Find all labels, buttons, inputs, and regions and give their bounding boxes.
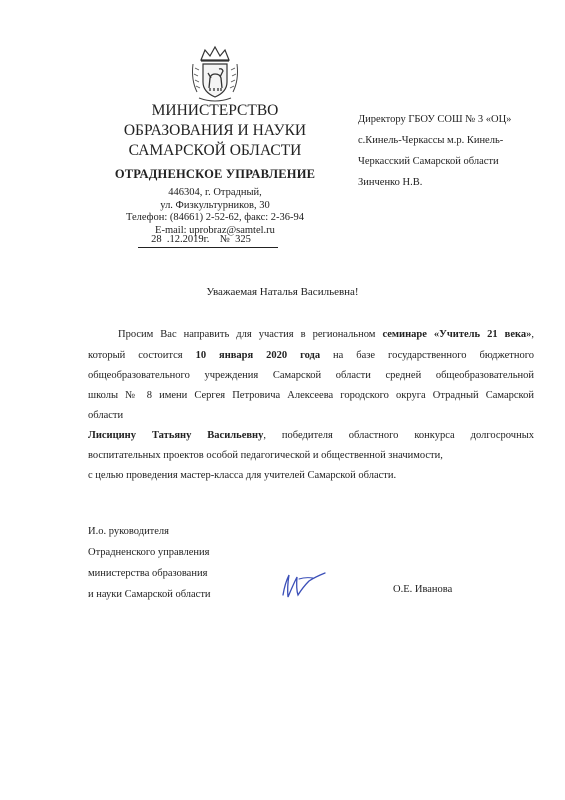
- addressee-line-4: Зинченко Н.В.: [358, 177, 423, 188]
- position-line-4: и науки Самарской области: [88, 589, 211, 600]
- body-line-4: школы № 8 имени Сергея Петровича Алексеева городского округа Отрадный Самарской: [88, 390, 534, 401]
- coat-of-arms-emblem: [189, 44, 241, 104]
- address-line-1: 446304, г. Отрадный,: [168, 187, 262, 198]
- position-line-3: министерства образования: [88, 568, 208, 579]
- phone-line: Телефон: (84661) 2-52-62, факс: 2-36-94: [125, 212, 305, 223]
- body-line-2-text: который состоится: [88, 350, 196, 361]
- position-line-1: И.о. руководителя: [88, 526, 170, 537]
- contact-info: [100, 187, 330, 237]
- body-line-6: [88, 430, 534, 441]
- seminar-date: 10 января 2020 года: [195, 350, 321, 361]
- position-line-2: Отрадненского управления: [88, 547, 210, 558]
- teacher-name: Лисицину Татьяну Васильевну: [88, 430, 264, 441]
- handwritten-signature: [275, 565, 330, 605]
- addressee-line-2: с.Кинель-Черкассы м.р. Кинель-: [358, 135, 504, 146]
- body-line-7: воспитательных проектов особой педагогической и общественной значимости,: [88, 450, 443, 461]
- ministry-name: [110, 101, 320, 161]
- greeting: Уважаемая Наталья Васильевна!: [206, 286, 359, 298]
- body-line-1: [118, 329, 534, 340]
- body-line-3: общеобразовательного учреждения Самарской области средней общеобразовательной: [88, 370, 534, 381]
- body-line-1-end: ,: [531, 329, 534, 340]
- addressee-line-3: Черкасский Самарской области: [358, 156, 499, 167]
- ministry-line-1: МИНИСТЕРСТВО: [151, 102, 279, 119]
- department-name: ОТРАДНЕНСКОЕ УПРАВЛЕНИЕ: [114, 167, 316, 181]
- ministry-line-3: САМАРСКОЙ ОБЛАСТИ: [128, 142, 302, 159]
- email-line: E-mail: uprobraz@samtel.ru: [155, 224, 275, 236]
- seminar-title: семинаре «Учитель 21 века»: [382, 329, 532, 340]
- addressee-line-1: Директору ГБОУ СОШ № 3 «ОЦ»: [358, 114, 512, 125]
- body-line-1-text: Просим Вас направить для участия в региональном: [118, 329, 383, 340]
- body-line-6-text: , победителя областного конкурса долгосрочных: [263, 430, 534, 441]
- body-line-8: с целью проведения мастер-класса для учителей Самарской области.: [88, 470, 397, 481]
- ministry-line-2: ОБРАЗОВАНИЯ И НАУКИ: [123, 122, 307, 139]
- registration-date-number: 28 .12.2019г. № 325: [138, 234, 278, 248]
- address-line-2: ул. Физкультурников, 30: [160, 199, 270, 211]
- body-line-5: области: [88, 410, 124, 421]
- body-line-2: [88, 350, 534, 361]
- addressee-block: [358, 109, 548, 193]
- signer-name: О.Е. Иванова: [393, 584, 453, 595]
- body-line-2-end: на базе государственного бюджетного: [320, 350, 535, 361]
- signature-position-block: [88, 521, 288, 605]
